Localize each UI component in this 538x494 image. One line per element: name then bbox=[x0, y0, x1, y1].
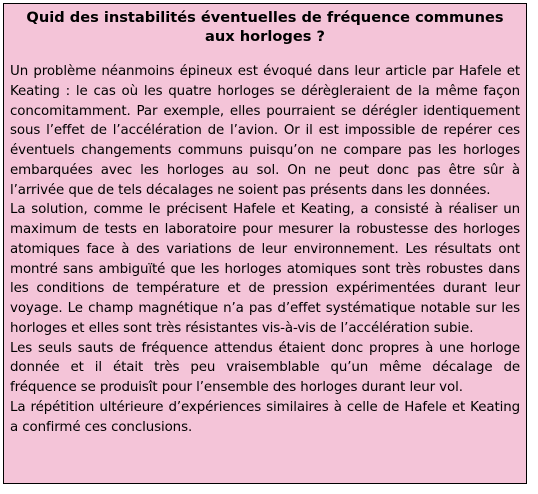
paragraph-1: Un problème néanmoins épineux est évoqué dans leur article par Hafele et Keating : le cas où les quatre horloges se dérègleraient de la même façon concomitamment. Par exemple, elles pourraient se dérégler identiquement sous l’effet de l’accélération de l’avion. Or il est impossible de repérer ces éventuels changements communs puisqu’on ne compare pas les horloges embarquées avec les horloges au sol. On ne peut donc pas être sûr à l’arrivée que de tels décalages ne soient pas présents dans les données. bbox=[10, 64, 520, 198]
paragraph-4: La répétition ultérieure d’expériences similaires à celle de Hafele et Keating a confirmé ces conclusions. bbox=[10, 399, 520, 435]
paragraph-3: Les seuls sauts de fréquence attendus étaient donc propres à une horloge donnée et il était très peu vraisemblable qu’un même décalage de fréquence se produisît pour l’ensemble des horloges durant leur vol. bbox=[10, 340, 520, 395]
paragraph-2: La solution, comme le précisent Hafele et Keating, a consisté à réaliser un maximum de tests en laboratoire pour mesurer la robustesse des horloges atomiques face à des variations de leur environnement. Les résultats ont montré sans ambiguïté que les horloges atomiques sont très robustes dans les conditions de température et de pression expérimentées durant leur voyage. Le champ magnétique n’a pas d’effet systématique notable sur les horloges et elles sont très résistantes vis-à-vis de l’accélération subie. bbox=[10, 202, 520, 336]
text-box bbox=[3, 3, 527, 484]
box-title: Quid des instabilités éventuelles de fréquence communes aux horloges ? bbox=[26, 9, 504, 45]
